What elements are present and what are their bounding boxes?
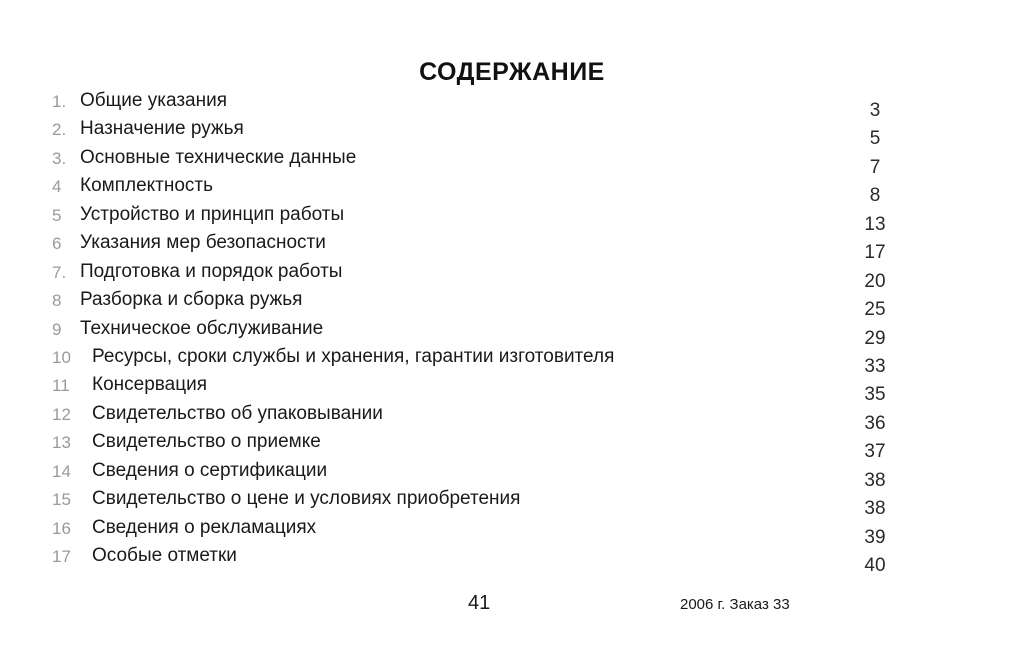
toc-entry-title: Указания мер безопасности — [80, 232, 326, 253]
toc-entry-title: Общие указания — [80, 90, 228, 111]
toc-entry — [0, 118, 1024, 149]
toc-entry-number: 6 — [52, 234, 62, 253]
print-order-info: 2006 г. Заказ 33 — [680, 596, 790, 613]
toc-entry-number: 17 — [52, 547, 71, 566]
toc-entry-number: 5 — [52, 206, 62, 225]
toc-entry — [0, 545, 1024, 576]
toc-entry-number: 7. — [52, 263, 67, 282]
toc-entry-title: Консервация — [92, 374, 207, 395]
toc-entry-title: Разборка и сборка ружья — [80, 289, 303, 310]
toc-entry-title: Свидетельство о приемке — [92, 431, 321, 452]
toc-entry-title: Ресурсы, сроки службы и хранения, гарантии изготовителя — [92, 346, 615, 367]
toc-entry-number: 2. — [52, 120, 67, 139]
toc-entry-title: Устройство и принцип работы — [80, 204, 345, 225]
toc-entry-number: 13 — [52, 433, 71, 452]
toc-entry-page: 35 — [864, 384, 886, 405]
toc-entry-title: Свидетельство об упаковывании — [92, 403, 383, 424]
toc-entry-page: 13 — [864, 214, 886, 235]
toc-entry-number: 16 — [52, 519, 71, 538]
toc-entry-number: 4 — [52, 177, 62, 196]
toc-entry-page: 38 — [864, 498, 886, 519]
toc-entry — [0, 232, 1024, 263]
toc-entry-page: 36 — [864, 413, 886, 434]
toc-entry-page: 40 — [864, 555, 886, 576]
toc-entry — [0, 346, 1024, 377]
toc-entry-page: 39 — [864, 527, 886, 548]
toc-entry — [0, 431, 1024, 462]
toc-entry-page: 29 — [864, 328, 886, 349]
toc-entry — [0, 261, 1024, 292]
toc-entry — [0, 403, 1024, 434]
toc-entry — [0, 318, 1024, 349]
toc-entry-page: 33 — [864, 356, 886, 377]
toc-entry-page: 8 — [869, 185, 881, 206]
toc-entry — [0, 488, 1024, 519]
toc-entry-page: 25 — [864, 299, 886, 320]
toc-entry — [0, 460, 1024, 491]
toc-entry-page: 3 — [869, 100, 881, 121]
toc-entry — [0, 147, 1024, 178]
toc-entry — [0, 374, 1024, 405]
toc-entry-title: Назначение ружья — [80, 118, 244, 139]
toc-entry-page: 7 — [869, 157, 881, 178]
toc-entry-number: 8 — [52, 291, 62, 310]
toc-entry-page: 20 — [864, 271, 886, 292]
toc-entry — [0, 204, 1024, 235]
toc-entry-title: Подготовка и порядок работы — [80, 261, 343, 282]
toc-entry — [0, 289, 1024, 320]
toc-entry-page: 38 — [864, 470, 886, 491]
toc-entry-number: 1. — [52, 92, 67, 111]
toc-entry-number: 14 — [52, 462, 71, 481]
toc-entry-number: 9 — [52, 320, 62, 339]
toc-entry-page: 5 — [869, 128, 881, 149]
toc-entry-number: 15 — [52, 490, 71, 509]
toc-entry-number: 12 — [52, 405, 71, 424]
toc-entry-title: Сведения о сертификации — [92, 460, 328, 481]
page-number: 41 — [468, 592, 491, 614]
toc-entry-title: Комплектность — [80, 175, 214, 196]
toc-entry-title: Свидетельство о цене и условиях приобретения — [92, 488, 521, 509]
toc-entry-number: 3. — [52, 149, 67, 168]
toc-entry-page: 37 — [864, 441, 886, 462]
toc-entry-title: Сведения о рекламациях — [92, 517, 317, 538]
toc-entry-number: 10 — [52, 348, 71, 367]
page-title: СОДЕРЖАНИЕ — [419, 58, 605, 86]
toc-entry-title: Основные технические данные — [80, 147, 357, 168]
toc-entry — [0, 517, 1024, 548]
toc-entry — [0, 90, 1024, 121]
toc-entry-page: 17 — [864, 242, 886, 263]
toc-entry — [0, 175, 1024, 206]
toc-entry-title: Техническое обслуживание — [80, 318, 324, 339]
toc-entry-title: Особые отметки — [92, 545, 237, 566]
toc-entry-number: 11 — [52, 376, 70, 395]
